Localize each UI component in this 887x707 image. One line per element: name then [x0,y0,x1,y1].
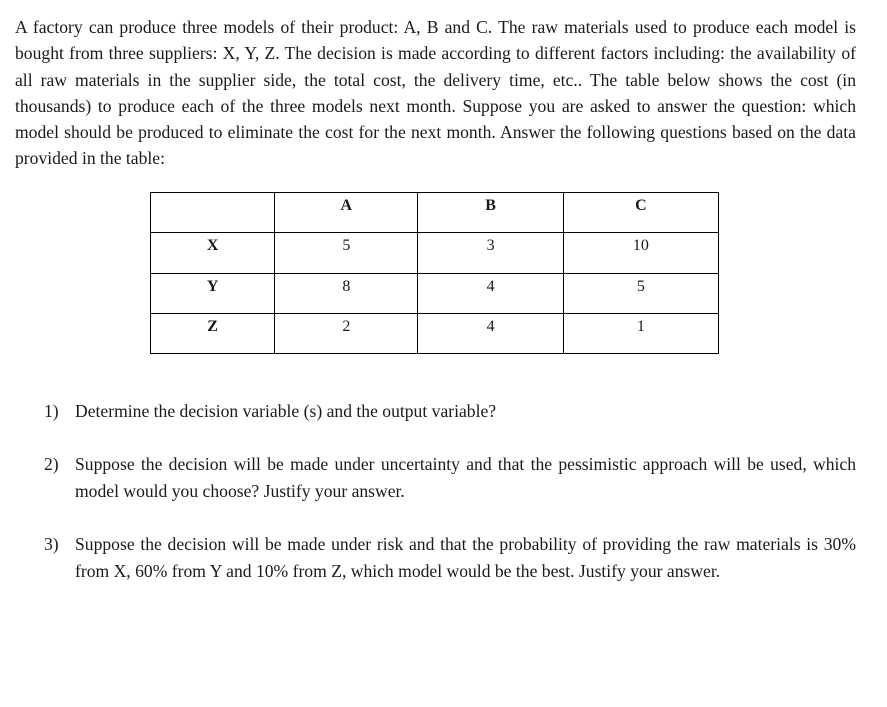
cell-x-c: 10 [563,233,718,273]
question-list [44,398,856,585]
cell-x-a: 5 [275,233,418,273]
cell-z-b: 4 [418,313,563,353]
table-header-row [151,193,719,233]
question-item [44,398,856,425]
cell-y-b: 4 [418,273,563,313]
question-number: 3) [44,534,59,554]
question-number: 2) [44,454,59,474]
cell-y-c: 5 [563,273,718,313]
question-item [44,531,856,585]
cell-z-c: 1 [563,313,718,353]
question-text: Suppose the decision will be made under uncertainty and that the pessimistic approach will be used, which model would you choose? Justify your answer. [75,454,856,501]
question-text: Determine the decision variable (s) and the output variable? [75,401,497,421]
cell-z-a: 2 [275,313,418,353]
question-item [44,451,856,505]
table-row-z [151,313,719,353]
question-text: Suppose the decision will be made under risk and that the probability of providing the raw materials is 30% from X, 60% from Y and 10% from Z, which model would be the best. Justify your answer. [75,534,856,581]
cost-table [150,192,719,354]
row-header-x: X [151,233,275,273]
cell-x-b: 3 [418,233,563,273]
row-header-y: Y [151,273,275,313]
question-number: 1) [44,401,59,421]
column-header-a: A [275,193,418,233]
column-header-b: B [418,193,563,233]
column-header-c: C [563,193,718,233]
row-header-z: Z [151,313,275,353]
table-row-x [151,233,719,273]
table-row-y [151,273,719,313]
table-corner-cell [151,193,275,233]
cell-y-a: 8 [275,273,418,313]
intro-paragraph: A factory can produce three models of their product: A, B and C. The raw materials used to produce each model is bought from three suppliers: X, Y, Z. The decision is made according to different factors including: the availability of all raw materials in the supplier side, the total cost, the delivery time, etc.. The table below shows the cost (in thousands) to produce each of the three models next month. Suppose you are asked to answer the question: which model should be produced to eliminate the cost for the next month. Answer the following questions based on the data provided in the table: [15,17,856,169]
